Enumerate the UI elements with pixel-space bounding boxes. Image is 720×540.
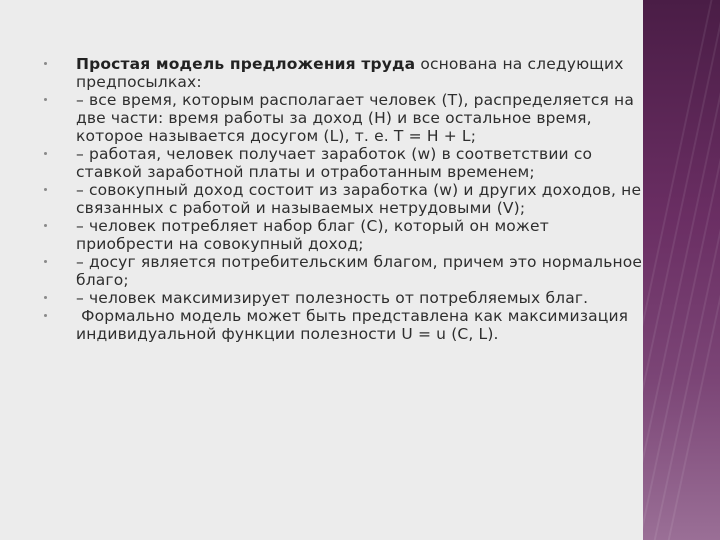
list-item-line: Формально модель может быть представлена как максимизация	[76, 307, 629, 325]
bullet-dot-icon	[44, 260, 47, 263]
list-item-line: приобрести на совокупный доход;	[76, 235, 364, 253]
list-item-line: – совокупный доход состоит из заработка (w) и других доходов, не	[76, 181, 642, 199]
bullet-list	[42, 55, 690, 343]
list-item-line: две части: время работы за доход (H) и все остальное время,	[76, 109, 592, 127]
list-item	[42, 181, 690, 217]
list-item	[42, 91, 690, 145]
list-item	[42, 145, 690, 181]
lead-phrase: Простая модель предложения труда	[76, 55, 416, 73]
list-item-line: предпосылках:	[76, 73, 202, 91]
list-item	[42, 55, 690, 91]
list-item-line: благо;	[76, 271, 129, 289]
list-item-line: – работая, человек получает заработок (w) в соответствии со	[76, 145, 593, 163]
list-item	[42, 217, 690, 253]
list-item-line: – все время, которым располагает человек (T), распределяется на	[76, 91, 634, 109]
list-item-line: индивидуальной функции полезности U = u (C, L).	[76, 325, 499, 343]
list-item-line: связанных с работой и называемых нетрудовыми (V);	[76, 199, 526, 217]
bullet-dot-icon	[44, 98, 47, 101]
list-item-text: основана на следующих	[420, 55, 624, 73]
list-item-line: – досуг является потребительским благом, причем это нормальное	[76, 253, 643, 271]
bullet-dot-icon	[44, 188, 47, 191]
bullet-dot-icon	[44, 224, 47, 227]
bullet-dot-icon	[44, 62, 47, 65]
list-item-line: – человек потребляет набор благ (C), который он может	[76, 217, 549, 235]
list-item-line	[76, 55, 690, 73]
bullet-dot-icon	[44, 296, 47, 299]
slide-body	[42, 55, 690, 343]
list-item	[42, 253, 690, 289]
list-item-line: которое называется досугом (L), т. е. T = H + L;	[76, 127, 477, 145]
list-item	[42, 289, 690, 307]
list-item	[42, 307, 690, 343]
bullet-dot-icon	[44, 152, 47, 155]
bullet-dot-icon	[44, 314, 47, 317]
list-item-line: – человек максимизирует полезность от потребляемых благ.	[76, 289, 589, 307]
list-item-line: ставкой заработной платы и отработанным временем;	[76, 163, 535, 181]
